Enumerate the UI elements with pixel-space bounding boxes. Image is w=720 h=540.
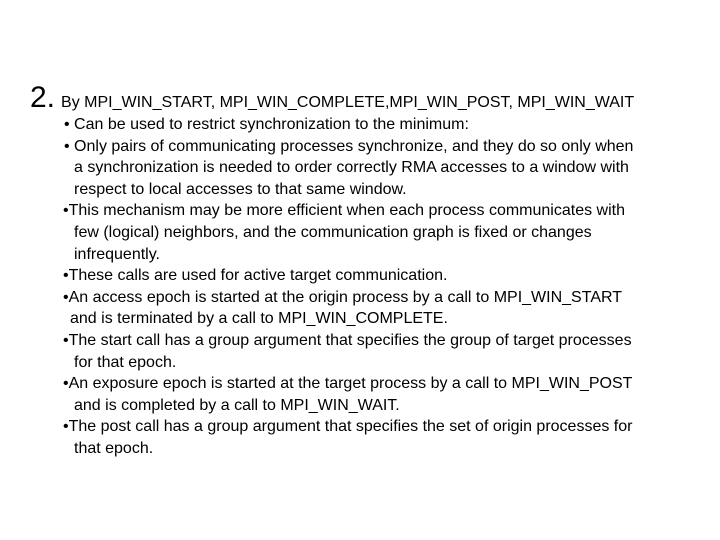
- bullet-line: few (logical) neighbors, and the communication graph is fixed or changes: [74, 223, 592, 241]
- bullet-item: [63, 416, 720, 459]
- bullet-list: [0, 114, 720, 460]
- bullet-line: • Only pairs of communicating processes synchronize, and they do so only when: [64, 137, 634, 155]
- bullet-item: [63, 330, 720, 373]
- heading-number: 2.: [30, 81, 56, 114]
- bullet-line: •The post call has a group argument that specifies the set of origin processes for: [63, 418, 633, 436]
- bullet-item: [64, 114, 720, 136]
- bullet-line: infrequently.: [74, 245, 160, 263]
- bullet-item: [63, 373, 720, 416]
- bullet-line: that epoch.: [74, 439, 154, 457]
- bullet-item: [63, 200, 720, 265]
- bullet-line: •This mechanism may be more efficient when each process communicates with: [63, 202, 625, 220]
- bullet-line: and is completed by a call to MPI_WIN_WAIT.: [74, 396, 400, 414]
- bullet-line: for that epoch.: [74, 353, 177, 371]
- bullet-line: respect to local accesses to that same window.: [74, 180, 407, 198]
- bullet-item: [63, 265, 720, 287]
- bullet-line: •An access epoch is started at the origin process by a call to MPI_WIN_START: [63, 288, 623, 306]
- bullet-line: •An exposure epoch is started at the target process by a call to MPI_WIN_POST: [63, 375, 633, 393]
- bullet-line: •These calls are used for active target communication.: [63, 267, 448, 285]
- bullet-line: and is terminated by a call to MPI_WIN_COMPLETE.: [70, 310, 448, 328]
- bullet-line: • Can be used to restrict synchronization to the minimum:: [64, 116, 469, 133]
- bullet-line: •The start call has a group argument that specifies the group of target processes: [63, 331, 632, 349]
- heading-text: By MPI_WIN_START, MPI_WIN_COMPLETE,MPI_WIN_POST, MPI_WIN_WAIT: [61, 94, 635, 111]
- bullet-item: [63, 287, 720, 330]
- bullet-item: [64, 136, 720, 201]
- bullet-line: a synchronization is needed to order correctly RMA accesses to a window with: [74, 159, 629, 177]
